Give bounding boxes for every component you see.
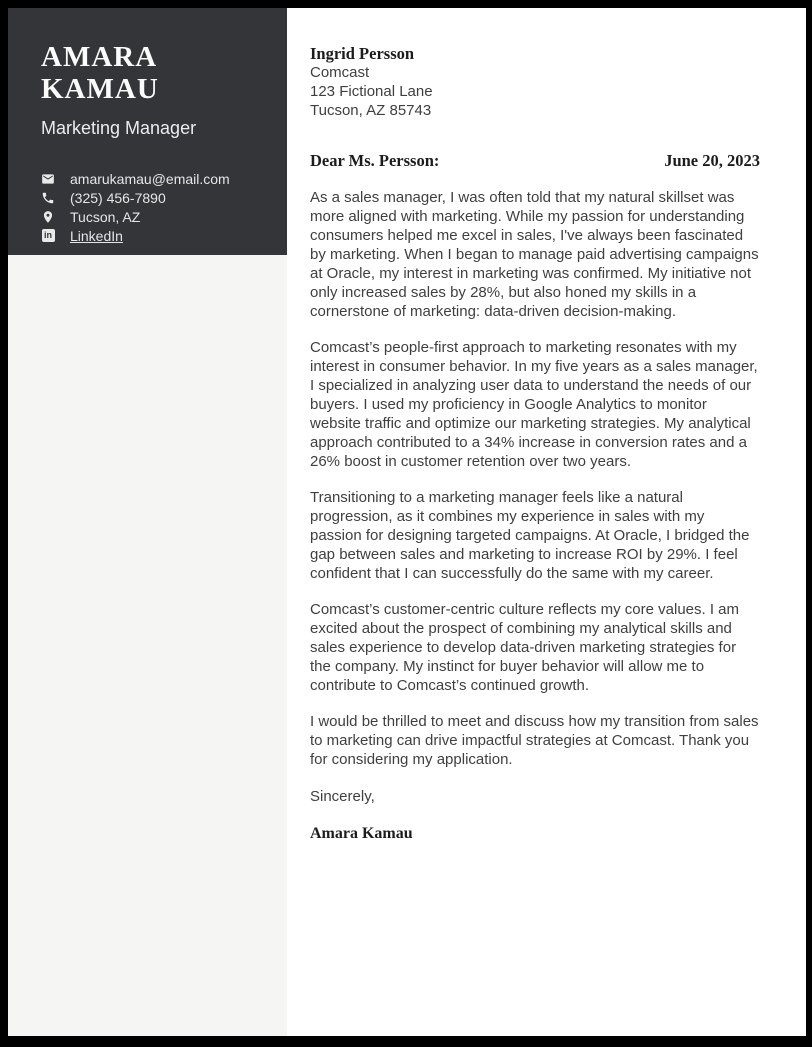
location-icon xyxy=(41,210,55,224)
paragraph-4: Comcast’s customer-centric culture reflects my core values. I am excited about the prospect of combining my analytical skills and sales experience to develop data-driven marketing strategies for the company. My instinct for buyer behavior will allow me to contribute to Comcast’s continued growth. xyxy=(310,601,740,694)
paragraph-3: Transitioning to a marketing manager feels like a natural progression, as it combines my experience in sales with my passion for designing targeted campaigns. At Oracle, I bridged the gap between sales and marketing to increase ROI by 29%. I feel confident that I can successfully do the same with my career. xyxy=(310,489,750,582)
paragraph-2: Comcast’s people-first approach to marketing resonates with my interest in consumer behavior. In my five years as a sales manager, I specialized in analyzing user data to understand the needs of our buyers. I used my proficiency in Google Analytics to monitor website traffic and optimize our marketing strategies. My analytical approach contributed to a 34% increase in conversion rates and a 26% boost in customer retention over two years. xyxy=(310,339,758,470)
letter-date: June 20, 2023 xyxy=(664,151,760,170)
contact-list xyxy=(41,169,269,245)
recipient-company: Comcast xyxy=(310,64,370,81)
linkedin-link[interactable]: LinkedIn xyxy=(70,227,123,244)
closing: Sincerely, xyxy=(310,788,375,805)
contact-location-text: Tucson, AZ xyxy=(70,208,141,225)
contact-location xyxy=(41,207,269,226)
recipient-block xyxy=(310,44,760,120)
cover-letter xyxy=(287,8,806,1036)
paragraph-5: I would be thrilled to meet and discuss how my transition from sales to marketing can drive impactful strategies at Comcast. Thank you for considering my application. xyxy=(310,713,759,768)
recipient-city: Tucson, AZ 85743 xyxy=(310,102,432,119)
person-name: AMARA KAMAU xyxy=(41,41,159,105)
sidebar-header xyxy=(8,8,287,255)
salutation: Dear Ms. Persson: xyxy=(310,151,440,170)
phone-icon xyxy=(41,191,55,205)
contact-phone-text: (325) 456-7890 xyxy=(70,189,166,206)
recipient-street: 123 Fictional Lane xyxy=(310,83,433,100)
contact-linkedin xyxy=(41,226,269,245)
sidebar-lower-area xyxy=(8,255,287,1036)
signature-name: Amara Kamau xyxy=(310,825,413,842)
salutation-row xyxy=(310,151,760,171)
recipient-name: Ingrid Persson xyxy=(310,44,415,63)
paragraph-1: As a sales manager, I was often told that my natural skillset was more aligned with marketing. While my passion for understanding consumers helped me excel in sales, I've always been fascinated by marketing. When I began to manage paid advertising campaigns at Oracle, my interest in marketing was confirmed. My initiative not only increased sales by 28%, but also honed my skills in a cornerstone of marketing: data-driven decision-making. xyxy=(310,189,759,320)
contact-email-text: amarukamau@email.com xyxy=(70,170,230,187)
contact-email xyxy=(41,169,269,188)
sidebar xyxy=(8,8,287,1036)
contact-phone xyxy=(41,188,269,207)
person-job-title: Marketing Manager xyxy=(41,117,197,138)
document-sheet xyxy=(8,8,803,1036)
linkedin-icon: in xyxy=(41,229,55,243)
email-icon xyxy=(41,172,55,186)
